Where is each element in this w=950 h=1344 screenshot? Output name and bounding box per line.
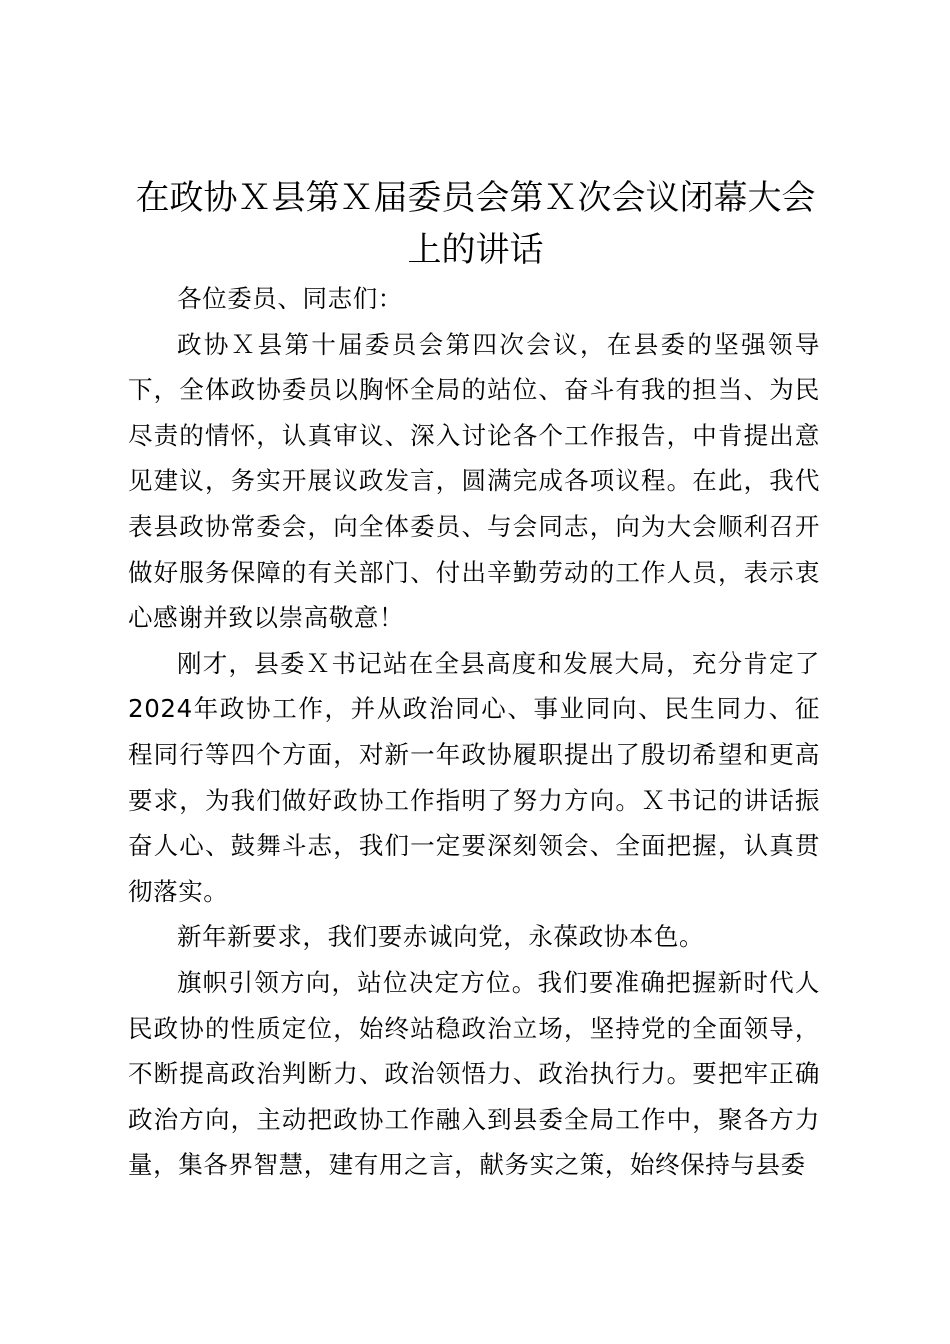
document-title: 在政协Ｘ县第Ｘ届委员会第Ｘ次会议闭幕大会上的讲话 [135, 178, 816, 270]
paragraph-3: 新年新要求，我们要赤诚向党，永葆政协本色。 [177, 922, 705, 952]
salutation: 各位委员、同志们： [177, 284, 403, 313]
paragraph-2: 刚才，县委Ｘ书记站在全县高度和发展大局，充分肯定了2024年政协工作，并从政治同心、事业同向、民生同力、征程同行等四个方面，对新一年政协履职提出了殷切希望和更高要求，为我们做好政协工作指明了努力方向。Ｘ书记的讲话振奋人心、鼓舞斗志，我们一定要深刻领会、全面把握，认真贯彻落实。 [128, 648, 820, 906]
paragraph-1: 政协Ｘ县第十届委员会第四次会议，在县委的坚强领导下，全体政协委员以胸怀全局的站位、奋斗有我的担当、为民尽责的情怀，认真审议、深入讨论各个工作报告，中肯提出意见建议，务实开展议政发言，圆满完成各项议程。在此，我代表县政协常委会，向全体委员、与会同志，向为大会顺利召开做好服务保障的有关部门、付出辛勤劳动的工作人员，表示衷心感谢并致以崇高敬意！ [128, 329, 820, 633]
document-body [128, 276, 820, 1188]
paragraph-4: 旗帜引领方向，站位决定方位。我们要准确把握新时代人民政协的性质定位，始终站稳政治立场，坚持党的全面领导，不断提高政治判断力、政治领悟力、政治执行力。要把牢正确政治方向，主动把政协工作融入到县委全局工作中，聚各方力量，集各界智慧，建有用之言，献务实之策，始终保持与县委 [128, 967, 820, 1180]
